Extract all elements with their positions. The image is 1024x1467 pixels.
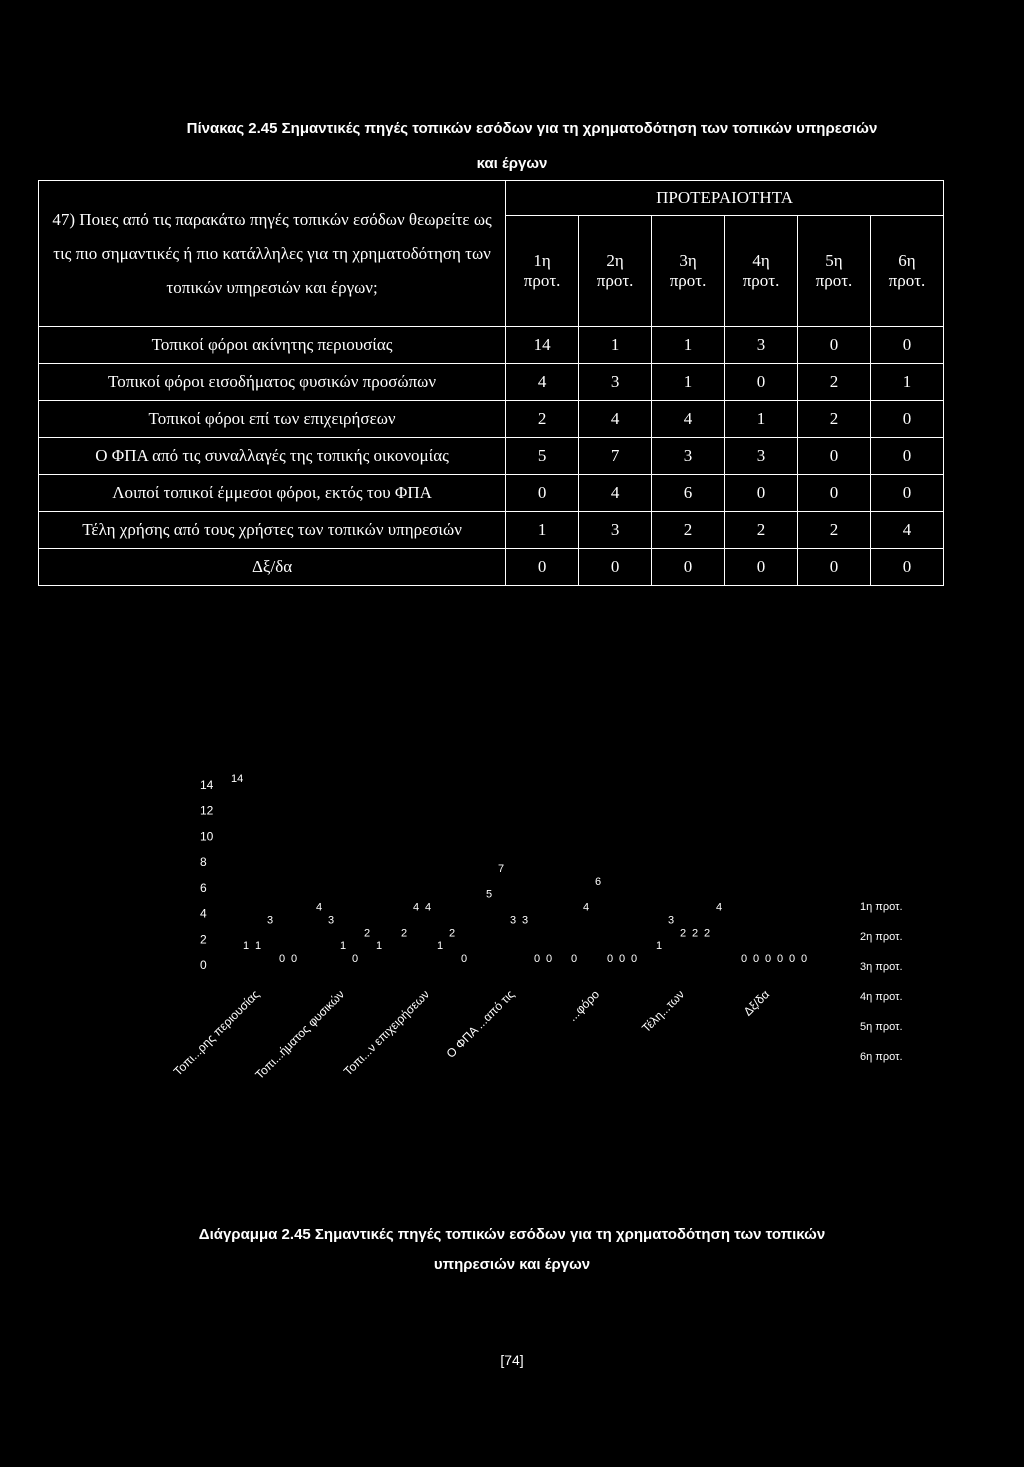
bar-data-label: 14	[231, 773, 244, 785]
table-row	[39, 512, 944, 549]
bar	[230, 785, 240, 965]
x-category-label: Τοπι...ρης περιουσίας	[170, 987, 263, 1079]
column-header-2	[579, 216, 652, 327]
row-label: Τοπικοί φόροι εισοδήματος φυσικών προσώπων	[39, 364, 506, 401]
bar-data-label: 0	[619, 953, 626, 965]
bar	[375, 952, 385, 965]
bar-data-label: 0	[631, 953, 638, 965]
y-tick-label: 12	[200, 803, 214, 818]
row-value: 3	[579, 512, 652, 549]
row-value: 0	[506, 549, 579, 586]
bar-data-label: 4	[583, 901, 590, 914]
row-value: 0	[870, 401, 943, 438]
row-label: Τοπικοί φόροι ακίνητης περιουσίας	[39, 327, 506, 364]
column-header-ordinal: 1η	[533, 251, 551, 270]
bar	[327, 926, 337, 965]
bar	[679, 939, 689, 965]
legend-entry: 1η προτ.	[860, 901, 903, 913]
bar	[667, 926, 677, 965]
bar-data-label: 3	[510, 914, 517, 927]
row-value: 0	[725, 364, 798, 401]
table-row	[39, 401, 944, 438]
diagram-caption-continued: υπηρεσιών και έργων	[433, 1256, 591, 1273]
legend-entry: 6η προτ.	[860, 1051, 903, 1063]
column-header-ordinal: 6η	[898, 251, 916, 270]
row-label: Λοιποί τοπικοί έμμεσοι φόροι, εκτός του ΦΠΑ	[39, 475, 506, 512]
row-value: 2	[506, 401, 579, 438]
row-value: 1	[870, 364, 943, 401]
column-header-abbrev: προτ.	[669, 271, 707, 290]
y-tick-label: 14	[200, 778, 214, 792]
bar-data-label: 1	[656, 940, 663, 953]
row-value: 2	[725, 512, 798, 549]
x-category-label: ...φόρο	[565, 987, 603, 1024]
bar-data-label: 2	[704, 927, 711, 940]
row-value: 4	[870, 512, 943, 549]
bar	[485, 901, 495, 965]
row-value: 0	[798, 549, 871, 586]
bar-data-label: 3	[328, 914, 335, 927]
bar-data-label: 0	[279, 953, 286, 965]
column-header-6	[870, 216, 943, 327]
bar-data-label: 1	[255, 940, 262, 953]
bar	[254, 952, 264, 965]
row-value: 5	[506, 438, 579, 475]
legend-entry: 4η προτ.	[860, 991, 903, 1003]
bar	[436, 952, 446, 965]
column-header-abbrev: προτ.	[815, 271, 853, 290]
column-header-ordinal: 4η	[752, 251, 770, 270]
bar-data-label: 1	[243, 940, 250, 953]
column-header-ordinal: 2η	[606, 251, 624, 270]
bar-data-label: 0	[546, 953, 553, 965]
bar	[594, 888, 604, 965]
column-header-ordinal: 5η	[825, 251, 843, 270]
row-value: 0	[870, 475, 943, 512]
bar	[691, 939, 701, 965]
bar-data-label: 1	[437, 940, 444, 953]
bar-data-label: 0	[534, 953, 541, 965]
row-value: 4	[579, 401, 652, 438]
row-value: 1	[652, 364, 725, 401]
row-value: 3	[725, 438, 798, 475]
bar-data-label: 0	[753, 953, 760, 965]
x-category-label: Τέλη...των	[639, 987, 688, 1036]
question-cell: 47) Ποιες από τις παρακάτω πηγές τοπικών εσόδων θεωρείτε ως τις πιο σημαντικές ή πιο κατάλληλες για τη χρηματοδότηση των τοπικών υπηρεσιών και έργων;	[39, 181, 506, 327]
row-label: Τοπικοί φόροι επί των επιχειρήσεων	[39, 401, 506, 438]
bar-data-label: 2	[680, 927, 687, 940]
bar	[715, 914, 725, 965]
x-category-label: Τοπι...ν επιχειρήσεων	[340, 987, 433, 1079]
row-value: 1	[506, 512, 579, 549]
column-header-abbrev: προτ.	[523, 271, 561, 290]
row-value: 1	[579, 327, 652, 364]
bar-data-label: 4	[716, 901, 723, 914]
bar-data-label: 1	[376, 940, 383, 953]
row-value: 0	[506, 475, 579, 512]
bar-chart	[150, 740, 950, 1210]
row-value: 3	[725, 327, 798, 364]
bar-data-label: 0	[352, 953, 359, 965]
y-tick-label: 0	[200, 958, 207, 972]
row-value: 0	[652, 549, 725, 586]
row-value: 0	[798, 475, 871, 512]
row-value: 14	[506, 327, 579, 364]
row-value: 0	[725, 475, 798, 512]
bar-data-label: 0	[777, 953, 784, 965]
bar	[424, 914, 434, 965]
row-value: 0	[870, 549, 943, 586]
table-row	[39, 438, 944, 475]
bar	[497, 875, 507, 965]
row-value: 0	[798, 327, 871, 364]
bar-data-label: 2	[692, 927, 699, 940]
y-tick-label: 10	[200, 829, 214, 844]
bar-data-label: 4	[425, 901, 432, 914]
row-value: 1	[725, 401, 798, 438]
bar-data-label: 2	[401, 927, 408, 940]
bar-data-label: 0	[607, 953, 614, 965]
bar	[242, 952, 252, 965]
table-caption: Πίνακας 2.45 Σημαντικές πηγές τοπικών εσόδων για τη χρηματοδότηση των τοπικών υπηρεσιών	[186, 120, 878, 137]
bar	[703, 939, 713, 965]
page-number: [74]	[500, 1352, 524, 1368]
row-value: 4	[506, 364, 579, 401]
table-caption-continued: και έργων	[476, 155, 548, 172]
table-row	[39, 549, 944, 586]
bar-data-label: 0	[801, 953, 808, 965]
bar	[315, 914, 325, 965]
bar	[266, 926, 276, 965]
bar	[339, 952, 349, 965]
bar-data-label: 2	[449, 927, 456, 940]
row-value: 3	[579, 364, 652, 401]
row-value: 2	[798, 512, 871, 549]
column-header-abbrev: προτ.	[742, 271, 780, 290]
bar-data-label: 0	[461, 953, 468, 965]
bar-data-label: 4	[413, 901, 420, 914]
bar-data-label: 0	[789, 953, 796, 965]
bar-data-label: 1	[340, 940, 347, 953]
x-category-label: Δξ/δα	[740, 987, 773, 1019]
row-value: 0	[579, 549, 652, 586]
x-category-label: Τοπι...ήματος φυσικών	[252, 987, 348, 1082]
y-tick-label: 4	[200, 906, 207, 921]
column-header-1	[506, 216, 579, 327]
bar	[448, 939, 458, 965]
column-header-abbrev: προτ.	[596, 271, 634, 290]
bar-data-label: 3	[522, 914, 529, 927]
table-row	[39, 364, 944, 401]
row-value: 7	[579, 438, 652, 475]
row-label: Τέλη χρήσης από τους χρήστες των τοπικών υπηρεσιών	[39, 512, 506, 549]
bar-chart-svg	[150, 740, 950, 1210]
bar-data-label: 0	[571, 953, 578, 965]
x-category-label: Ο ΦΠΑ ...από τις	[443, 987, 518, 1061]
row-value: 2	[652, 512, 725, 549]
row-value: 0	[870, 438, 943, 475]
row-value: 1	[652, 327, 725, 364]
bar-data-label: 0	[741, 953, 748, 965]
column-header-abbrev: προτ.	[888, 271, 926, 290]
y-tick-label: 8	[200, 855, 207, 870]
row-value: 6	[652, 475, 725, 512]
bar-data-label: 6	[595, 875, 602, 888]
row-value: 4	[652, 401, 725, 438]
bar	[412, 914, 422, 965]
bar-data-label: 3	[668, 914, 675, 927]
legend-entry: 3η προτ.	[860, 961, 903, 973]
survey-table	[38, 180, 944, 586]
diagram-caption: Διάγραμμα 2.45 Σημαντικές πηγές τοπικών εσόδων για τη χρηματοδότηση των τοπικών	[198, 1226, 826, 1243]
row-label: Ο ΦΠΑ από τις συναλλαγές της τοπικής οικονομίας	[39, 438, 506, 475]
bar	[582, 914, 592, 965]
column-header-ordinal: 3η	[679, 251, 697, 270]
row-value: 0	[725, 549, 798, 586]
table-row	[39, 327, 944, 364]
column-header-4	[725, 216, 798, 327]
y-tick-label: 2	[200, 932, 207, 947]
bar-data-label: 0	[291, 953, 298, 965]
row-value: 0	[870, 327, 943, 364]
row-value: 0	[798, 438, 871, 475]
y-tick-label: 6	[200, 880, 207, 895]
bar	[655, 952, 665, 965]
row-value: 4	[579, 475, 652, 512]
priority-header: ΠΡΟΤΕΡΑΙΟΤΗΤΑ	[506, 181, 944, 216]
bar	[509, 926, 519, 965]
row-value: 2	[798, 364, 871, 401]
row-value: 3	[652, 438, 725, 475]
row-value: 2	[798, 401, 871, 438]
legend-entry: 5η προτ.	[860, 1021, 903, 1033]
column-header-5	[798, 216, 871, 327]
legend-entry: 2η προτ.	[860, 931, 903, 943]
bar-data-label: 0	[765, 953, 772, 965]
bar-data-label: 2	[364, 927, 371, 940]
bar-data-label: 4	[316, 901, 323, 914]
table-row	[39, 475, 944, 512]
bar-data-label: 7	[498, 863, 505, 875]
column-header-3	[652, 216, 725, 327]
row-label: Δξ/δα	[39, 549, 506, 586]
bar	[363, 939, 373, 965]
bar-data-label: 3	[267, 914, 274, 927]
bar	[521, 926, 531, 965]
bar-data-label: 5	[486, 888, 493, 901]
bar	[400, 939, 410, 965]
